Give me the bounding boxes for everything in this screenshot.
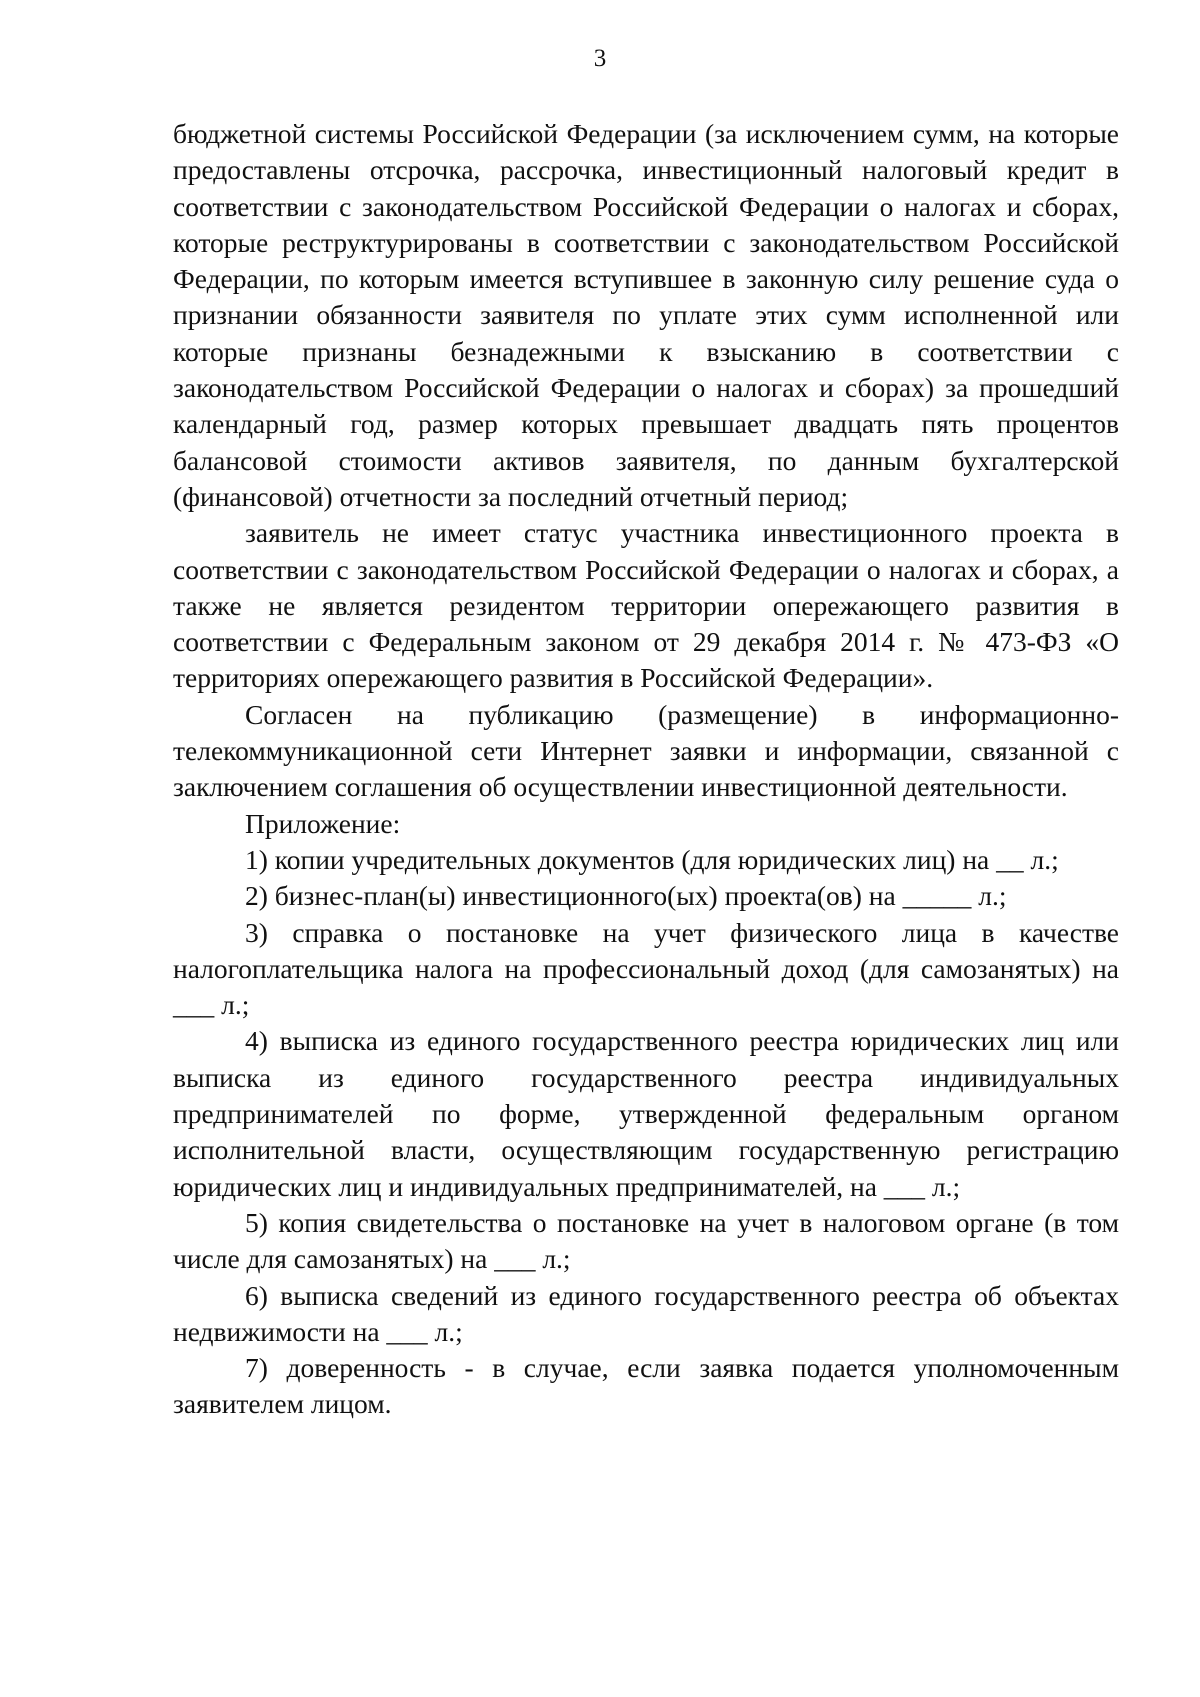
document-body (173, 116, 1119, 1423)
appendix-item-7: 7) доверенность - в случае, если заявка подается уполномоченным заявителем лицом. (173, 1352, 1119, 1420)
paragraph-investment-status: заявитель не имеет статус участника инвестиционного проекта в соответствии с законодательством Российской Федерации о налогах и сборах, а также не является резидентом территории опережающего развития в соответствии с Федеральным законом от 29 декабря 2014 г. № 473-ФЗ «О территориях опережающего развития в Российской Федерации». (173, 517, 1119, 694)
appendix-item-1: 1) копии учредительных документов (для юридических лиц) на __ л.; (245, 843, 1059, 875)
page-number: 3 (593, 45, 607, 72)
paragraph-budget-arrears: бюджетной системы Российской Федерации (за исключением сумм, на которые предоставлены отсрочка, рассрочка, инвестиционный налоговый кредит в соответствии с законодательством Российской Федерации о налогах и сборах, которые реструктурированы в соответствии с законодательством Российской Федерации, по которым имеется вступившее в законную силу решение суда о признании обязанности заявителя по уплате этих сумм исполненной или которые признаны безнадежными к взысканию в соответствии с законодательством Российской Федерации о налогах и сборах) за прошедший календарный год, размер которых превышает двадцать пять процентов балансовой стоимости активов заявителя, по данным бухгалтерской (финансовой) отчетности за последний отчетный период; (173, 118, 1119, 512)
paragraph-publication-consent: Согласен на публикацию (размещение) в информационно-телекоммуникационной сети Интернет заявки и информации, связанной с заключением соглашения об осуществлении инвестиционной деятельности. (173, 698, 1119, 803)
appendix-heading: Приложение: (245, 807, 401, 839)
appendix-item-2: 2) бизнес-план(ы) инвестиционного(ых) проекта(ов) на _____ л.; (245, 880, 1007, 912)
appendix-item-5: 5) копия свидетельства о постановке на учет в налоговом органе (в том числе для самозанятых) на ___ л.; (173, 1206, 1119, 1275)
appendix-item-4: 4) выписка из единого государственного реестра юридических лиц или выписка из единого государственного реестра индивидуальных предпринимателей по форме, утвержденной федеральным органом исполнительной власти, осуществляющим государственную регистрацию юридических лиц и индивидуальных предпринимателей, на ___ л.; (173, 1025, 1119, 1202)
appendix-item-3: 3) справка о постановке на учет физического лица в качестве налогоплательщика налога на профессиональный доход (для самозанятых) на ___ л.; (173, 916, 1119, 1021)
appendix-item-6: 6) выписка сведений из единого государственного реестра об объектах недвижимости на ___ л.; (173, 1279, 1119, 1347)
